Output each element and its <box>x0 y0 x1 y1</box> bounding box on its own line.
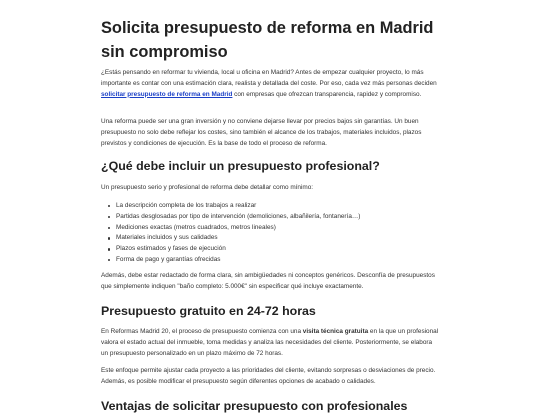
list-item: Forma de pago y garantías ofrecidas <box>101 255 439 266</box>
free-budget-text-before: En Reformas Madrid 20, el proceso de presupuesto comienza con una <box>101 328 303 335</box>
includes-list <box>101 201 439 266</box>
budget-request-link[interactable]: solicitar presupuesto de reforma en Madrid <box>101 90 233 98</box>
list-item: Materiales incluidos y sus calidades <box>101 233 439 244</box>
investment-paragraph: Una reforma puede ser una gran inversión y no conviene dejarse llevar por precios bajos sin garantías. Un buen presupuesto no solo debe reflejar los costes, sino también el alcance de los trabajos, materiales incluidos, plazos previstos y condiciones de ejecución. Es la base de todo el proceso de reforma. <box>101 118 422 147</box>
list-item: Plazos estimados y fases de ejecución <box>101 244 439 255</box>
list-item: Partidas desglosadas por tipo de intervención (demoliciones, albañilería, fontanería…) <box>101 212 439 223</box>
page-title: Solicita presupuesto de reforma en Madrid sin compromiso <box>101 19 434 61</box>
list-item: La descripción completa de los trabajos a realizar <box>101 201 439 212</box>
section-heading-includes: ¿Qué debe incluir un presupuesto profesional? <box>101 159 380 173</box>
section-heading-advantages: Ventajas de solicitar presupuesto con profesionales <box>101 399 408 413</box>
free-visit-highlight: visita técnica gratuita <box>302 328 369 335</box>
includes-lead-paragraph: Un presupuesto serio y profesional de reforma debe detallar como mínimo: <box>101 184 314 191</box>
intro-text-after: con empresas que ofrezcan transparencia, rapidez y compromiso. <box>232 90 422 98</box>
free-budget-paragraph-2: Este enfoque permite ajustar cada proyecto a las prioridades del cliente, evitando sorpresas o desviaciones de precio. Además, es posible modificar el presupuesto según diferentes opciones de acabado o calidades. <box>101 367 436 385</box>
intro-text-before: ¿Estás pensando en reformar tu vivienda, local u oficina en Madrid? Antes de empezar cualquier proyecto, lo más importante es contar con una estimación clara, realista y detallada del coste. Por eso, cada vez más personas deciden <box>101 69 437 87</box>
intro-paragraph <box>101 68 439 100</box>
free-budget-text-after: en la que un profesional valora el estado actual del inmueble, toma medidas y analiza las necesidades del cliente. Posteriormente, se elabora un presupuesto personalizado en un plazo máximo de 72 horas. <box>101 328 439 357</box>
includes-closing-paragraph: Además, debe estar redactado de forma clara, sin ambigüedades ni conceptos genéricos. Desconfía de presupuestos que simplemente indiquen "baño completo: 5.000€" sin especificar qué incluye exactamente. <box>101 272 435 290</box>
section-heading-free-budget: Presupuesto gratuito en 24-72 horas <box>101 304 316 318</box>
free-budget-paragraph-1 <box>101 327 439 359</box>
list-item: Mediciones exactas (metros cuadrados, metros lineales) <box>101 223 439 234</box>
